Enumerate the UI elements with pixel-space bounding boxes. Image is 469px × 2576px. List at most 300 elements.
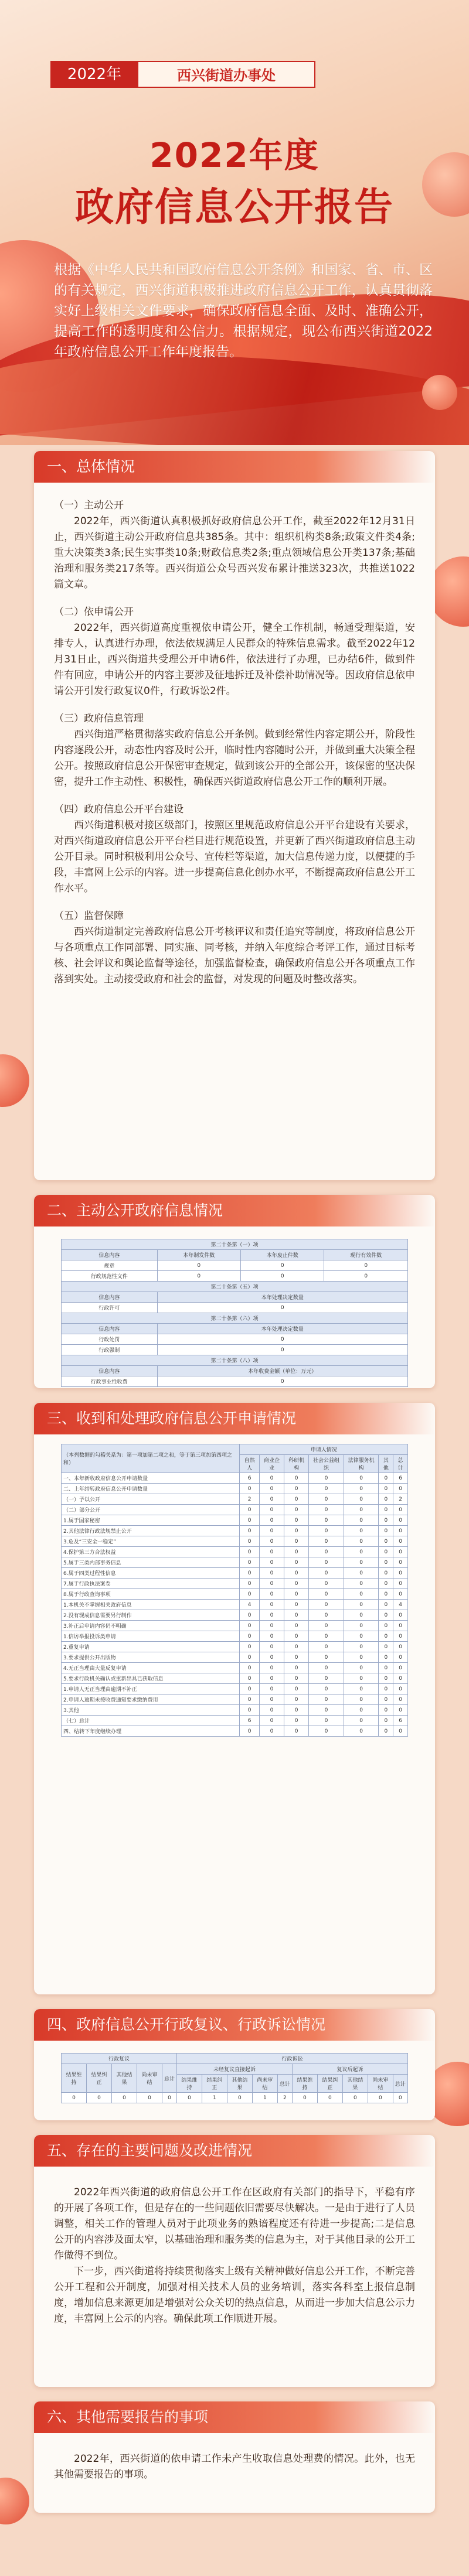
table-cell: 0 [259,1579,284,1589]
table-cell: 0 [240,1271,324,1282]
table-row [62,1642,408,1652]
table-row [62,1324,408,1334]
table-cell: 0 [344,1547,379,1557]
decorative-circle [0,2478,29,2524]
table-row [62,1579,408,1589]
table-cell: 0 [240,1589,259,1600]
table-cell: 0 [393,1673,408,1684]
subheading: （五）监督保障 [54,910,124,922]
table-cell: 0 [317,2093,342,2103]
table-row [62,1250,408,1260]
table-cell: 0 [393,1694,408,1705]
table-cell: 2 [393,1494,408,1505]
table-cell: 0 [240,1652,259,1663]
table-cell: 0 [309,1484,344,1494]
table-row [62,1313,408,1324]
table-cell: 4.无正当理由大量反复申请 [62,1663,240,1673]
table-cell: 商业企业 [259,1455,284,1473]
table-cell: 其他结果 [342,2075,368,2093]
table-cell: 0 [379,1505,393,1515]
table-cell: 0 [342,2093,368,2103]
table-cell: 0 [379,1726,393,1737]
table-cell: 2.没有现成信息需要另行制作 [62,1610,240,1621]
table-cell: 0 [157,1260,240,1271]
table-cell: 0 [240,1557,259,1568]
table-cell: 0 [240,1568,259,1579]
table-cell: 0 [284,1484,309,1494]
table-cell: 0 [86,2093,111,2103]
table-cell: 0 [240,1663,259,1673]
table-cell: 0 [284,1642,309,1652]
table-cell: 0 [284,1494,309,1505]
table-cell: 科研机构 [284,1455,309,1473]
table-row [62,1694,408,1705]
table-cell: 0 [259,1473,284,1484]
table-cell: 行政强制 [62,1345,158,1355]
table-row [62,1505,408,1515]
table-cell: 总计 [393,2075,407,2093]
table-cell: 0 [379,1684,393,1694]
table-cell: 0 [379,1579,393,1589]
table-cell: 0 [344,1705,379,1716]
paragraph: 2022年，西兴街道的依申请工作未产生收取信息处理费的情况。此外，也无其他需要报告的事项。 [54,2453,415,2481]
table-cell: 1.属于国家秘密 [62,1515,240,1526]
table-cell: 0 [240,1694,259,1705]
table-cell: 0 [344,1726,379,1737]
table-cell: 0 [393,1663,408,1673]
table-cell: 0 [379,1652,393,1663]
table-cell: 0 [309,1631,344,1642]
paragraph: 下一步，西兴街道将持续贯彻落实上级有关精神做好信息公开工作，不断完善公开工程和公开制度，加强对相关技术人员的业务培训，落实各科室上报信息制度，增加信息来源更加是增强对公众关切的热点信息，从而进一步加大信息公示力度，丰富网上公示的内容。确保此项工作顺进开展。 [54,2266,415,2325]
table-cell: 0 [259,1726,284,1737]
table-row [62,1282,408,1292]
table-cell: 0 [259,1536,284,1547]
table-cell: 0 [157,1334,408,1345]
table-row [62,1589,408,1600]
table-cell: 0 [157,1376,408,1387]
table-cell: 0 [284,1610,309,1621]
table-cell: 0 [379,1705,393,1716]
table-cell: 0 [379,1536,393,1547]
table-cell: 0 [393,1526,408,1536]
table-cell: 0 [309,1579,344,1589]
table-row [62,1376,408,1387]
table-cell: 4 [240,1600,259,1610]
table-cell: 0 [393,1726,408,1737]
table-cell: （本列数据的勾稽关系为：第一项加第二项之和，等于第三项加第四项之和） [62,1444,240,1473]
subheading: （二）依申请公开 [54,606,134,618]
table-cell: 0 [393,1579,408,1589]
table-row [62,1366,408,1376]
table-row [62,1484,408,1494]
table-cell: 未经复议直接起诉 [176,2064,292,2075]
table-cell: 0 [259,1705,284,1716]
table-cell: 0 [309,1726,344,1737]
table-cell: 总计 [393,1455,408,1473]
table-cell: 0 [240,1631,259,1642]
table-cell: 3.要求提供公开出版物 [62,1652,240,1663]
table-row [62,1526,408,1536]
table-cell: 0 [259,1557,284,1568]
table-cell: 0 [284,1705,309,1716]
table-cell: 0 [309,1547,344,1557]
table-cell: 3.危及“三安全一稳定” [62,1536,240,1547]
table-cell: 0 [284,1716,309,1726]
table-cell: 4 [393,1600,408,1610]
table-cell: 尚未审结 [252,2075,277,2093]
table-cell: 信息内容 [62,1292,158,1303]
table-cell: 0 [344,1673,379,1684]
table-cell: 信息内容 [62,1250,158,1260]
table-cell: 0 [157,1271,240,1282]
table-cell: 0 [393,1515,408,1526]
table-cell: 0 [240,1705,259,1716]
table-cell: 0 [259,1547,284,1557]
table-cell: 一、本年新收政府信息公开申请数量 [62,1473,240,1484]
table-cell: 2 [240,1494,259,1505]
section-heading-proactive: 二、主动公开政府信息情况 [34,1195,435,1226]
table-row [62,1705,408,1716]
table-cell: 0 [309,1473,344,1484]
table-cell: 0 [379,1694,393,1705]
table-cell: 0 [379,1526,393,1536]
table-cell: 0 [240,1673,259,1684]
table-cell: 5.要求行政机关确认或重新出具已获取信息 [62,1673,240,1684]
table-row [62,1557,408,1568]
table-cell: 信息内容 [62,1366,158,1376]
table-cell: 0 [344,1610,379,1621]
table-cell: 四、结转下年度继续办理 [62,1726,240,1737]
section-heading-other: 六、其他需要报告的事项 [34,2401,435,2433]
section-heading-problems: 五、存在的主要问题及改进情况 [34,2135,435,2167]
table-cell: 1 [252,2093,277,2103]
table-cell: 行政复议 [62,2054,177,2064]
table-cell: 0 [379,1610,393,1621]
table-cell: 结果纠正 [317,2075,342,2093]
table-row [62,1303,408,1313]
table-row [62,1239,408,1250]
table-row [62,1355,408,1366]
table-cell: 0 [309,1505,344,1515]
table-cell: （七）总计 [62,1716,240,1726]
table-cell: 0 [259,1589,284,1600]
table-cell: 0 [227,2093,252,2103]
table-cell: 1.信访举报投诉类申请 [62,1631,240,1642]
table-cell: 0 [379,1716,393,1726]
table-cell: 0 [284,1505,309,1515]
section-body-general [54,498,415,988]
table-cell: 0 [284,1694,309,1705]
table-row [62,1494,408,1505]
table-cell: 0 [344,1716,379,1726]
table-row [62,1536,408,1547]
table-cell: 2.申请人逾期未按收费通知要求缴纳费用 [62,1694,240,1705]
year-tag: 2022年 [50,61,138,88]
table-cell: 规章 [62,1260,158,1271]
table-cell: 本年处理决定数量 [157,1292,408,1303]
table-cell: 0 [259,1505,284,1515]
decorative-circle [422,375,457,410]
table-cell: 0 [309,1568,344,1579]
table-cell: 0 [284,1579,309,1589]
table-cell: 0 [259,1600,284,1610]
table-row [62,1334,408,1345]
table-row [62,1726,408,1737]
table-cell: 0 [393,1621,408,1631]
table-cell: 0 [309,1673,344,1684]
proactive-disclosure-table [61,1239,408,1387]
table-cell: 其他结果 [227,2075,252,2093]
table-cell: 0 [344,1652,379,1663]
table-row [62,1515,408,1526]
table-row [62,1663,408,1673]
table-cell: 0 [162,2093,176,2103]
table-cell: 2.重复申请 [62,1642,240,1652]
table-cell: 自然人 [240,1455,259,1473]
org-tag: 西兴街道办事处 [138,61,315,88]
table-cell: 结果维持 [176,2075,202,2093]
table-cell: 6 [393,1473,408,1484]
table-cell: 0 [62,2093,87,2103]
section-heading-review: 四、政府信息公开行政复议、行政诉讼情况 [34,2009,435,2041]
table-cell: 0 [309,1494,344,1505]
table-cell: 0 [393,1568,408,1579]
paragraph: 2022年，西兴街道认真积极抓好政府信息公开工作，截至2022年12月31日止，西兴街道主动公开政府信息共385条。其中：组织机构类8条;政策文件类4条;重大决策类3条;民生实事类10条;财政信息类2条;重点领域信息公开类137条;基础治理和服务类217条等。西兴街道公众号西兴发布累计推送323次，共推送1022篇文章。 [54,515,415,590]
table-cell: 结果维持 [62,2064,87,2093]
table-cell: 0 [344,1484,379,1494]
table-row [62,1631,408,1642]
table-cell: 0 [284,1684,309,1694]
paragraph: 2022年，西兴街道高度重视依申请公开，健全工作机制，畅通受理渠道，安排专人，认真进行办理，依法依规满足人民群众的特殊信息需求。截至2022年12月31日止，西兴街道共受理公开申请6件，依法进行了办理，已办结6件，做到件件有回应，申请公开的内容主要涉及征地拆迁及补偿补助情况等。因政府信息依申请公开引发行政复议0件，行政诉讼2件。 [54,622,415,697]
table-cell: 0 [309,1589,344,1600]
table-cell: 结果纠正 [86,2064,111,2093]
table-cell: （二）部分公开 [62,1505,240,1515]
table-cell: 0 [284,1600,309,1610]
table-row [62,1600,408,1610]
table-cell: 0 [344,1494,379,1505]
table-cell: 0 [240,1610,259,1621]
table-cell: 0 [284,1589,309,1600]
table-cell: 0 [157,1303,408,1313]
table-cell: 0 [259,1610,284,1621]
table-cell: 0 [344,1621,379,1631]
section-heading-requests: 三、收到和处理政府信息公开申请情况 [34,1403,435,1434]
table-cell: 7.属于行政执法案卷 [62,1579,240,1589]
table-cell: 0 [240,1547,259,1557]
table-cell: 6 [393,1716,408,1726]
table-cell: 0 [137,2093,162,2103]
table-cell: 0 [309,1694,344,1705]
table-cell: 行政规范性文件 [62,1271,158,1282]
table-cell: 0 [379,1600,393,1610]
table-cell: 0 [309,1642,344,1652]
table-cell: 第二十条第（一）项 [62,1239,408,1250]
table-row [62,1260,408,1271]
table-cell: 0 [259,1642,284,1652]
table-cell: 0 [259,1663,284,1673]
table-cell: 0 [284,1568,309,1579]
table-cell: 申请人情况 [240,1444,408,1455]
table-row [62,1568,408,1579]
table-cell: 0 [344,1600,379,1610]
table-cell: 行政诉讼 [176,2054,407,2064]
table-cell: （一）予以公开 [62,1494,240,1505]
table-cell: 结果维持 [292,2075,317,2093]
table-cell: 本年处理决定数量 [157,1324,408,1334]
table-row [62,2064,408,2075]
table-cell: 0 [344,1684,379,1694]
table-cell: 0 [240,1726,259,1737]
table-cell: 0 [344,1694,379,1705]
table-cell: 社会公益组织 [309,1455,344,1473]
table-row [62,1547,408,1557]
section-body-problems [54,2185,415,2327]
table-cell: 8.属于行政查询事项 [62,1589,240,1600]
table-cell: 3.补正后申请内容仍不明确 [62,1621,240,1631]
table-cell: 0 [259,1621,284,1631]
table-row [62,2054,408,2064]
table-cell: 0 [379,1673,393,1684]
table-cell: 0 [393,1652,408,1663]
table-cell: 0 [259,1515,284,1526]
decorative-circle [0,1054,29,1107]
table-cell: 0 [309,1621,344,1631]
table-cell: 0 [344,1557,379,1568]
table-cell: 0 [157,1345,408,1355]
table-row [62,1292,408,1303]
table-cell: 0 [393,1547,408,1557]
table-cell: 0 [309,1515,344,1526]
table-cell: 0 [344,1589,379,1600]
table-row [62,1610,408,1621]
table-cell: 总计 [277,2075,292,2093]
table-cell: 行政处罚 [62,1334,158,1345]
table-cell: 第二十条第（六）项 [62,1313,408,1324]
table-row [62,1271,408,1282]
table-cell: 0 [259,1716,284,1726]
table-cell: 0 [284,1673,309,1684]
table-cell: 0 [259,1684,284,1694]
table-cell: 0 [176,2093,202,2103]
table-cell: 0 [309,1610,344,1621]
table-cell: 0 [240,1505,259,1515]
table-row [62,1473,408,1484]
table-cell: 0 [379,1515,393,1526]
table-cell: 0 [379,1589,393,1600]
table-cell: 法律服务机构 [344,1455,379,1473]
review-litigation-table [61,2053,408,2103]
table-cell: 0 [240,1642,259,1652]
table-cell: 0 [309,1684,344,1694]
table-cell: 0 [240,1515,259,1526]
table-cell: 本年废止件数 [240,1250,324,1260]
paragraph: 西兴街道制定完善政府信息公开考核评议和责任追究等制度，将政府信息公开与各项重点工作同部署、同实施、同考核，并纳入年度综合考评工作，通过目标考核、社会评议和舆论监督等途径，加强监督检查，确保政府信息公开各项重点工作落到实处。主动接受政府和社会的监督，对发现的问题及时整改落实。 [54,926,415,985]
table-cell: 0 [240,1484,259,1494]
table-cell: 0 [324,1271,408,1282]
table-cell: 0 [284,1536,309,1547]
table-cell: 0 [344,1568,379,1579]
table-cell: 0 [309,1526,344,1536]
section-heading-general: 一、总体情况 [34,451,435,483]
table-cell: 0 [284,1526,309,1536]
table-cell: 0 [309,1652,344,1663]
table-cell: 0 [344,1631,379,1642]
table-cell: 0 [379,1642,393,1652]
table-cell: 0 [379,1494,393,1505]
table-cell: 0 [379,1621,393,1631]
table-row [62,2093,408,2103]
page-title-year: 2022年度 [149,135,320,175]
table-cell: 4.保护第三方合法权益 [62,1547,240,1557]
table-cell: 第二十条第（八）项 [62,1355,408,1366]
table-cell: 0 [259,1526,284,1536]
table-row [62,1716,408,1726]
table-cell: 其他 [379,1455,393,1473]
table-cell: 0 [240,1621,259,1631]
table-cell: 0 [259,1568,284,1579]
table-cell: 二、上年结转政府信息公开申请数量 [62,1484,240,1494]
header-tag-bar [50,61,315,88]
table-cell: 0 [379,1484,393,1494]
table-cell: 尚未审结 [137,2064,162,2093]
table-cell: 0 [284,1663,309,1673]
table-cell: 0 [240,1536,259,1547]
table-cell: 0 [393,1536,408,1547]
table-cell: 0 [111,2093,137,2103]
table-cell: 0 [393,1610,408,1621]
table-cell: 0 [309,1600,344,1610]
table-row [62,1652,408,1663]
table-cell: 0 [259,1652,284,1663]
table-cell: 0 [344,1505,379,1515]
table-cell: 复议后起诉 [292,2064,407,2075]
table-cell: 0 [284,1726,309,1737]
table-cell: 0 [393,1589,408,1600]
table-cell: 0 [379,1663,393,1673]
table-cell: 3.其他 [62,1705,240,1716]
table-cell: 0 [379,1568,393,1579]
table-cell: 1.申请人无正当理由逾期不补正 [62,1684,240,1694]
table-cell: 0 [393,1705,408,1716]
table-cell: 0 [284,1631,309,1642]
table-cell: 第二十条第（五）项 [62,1282,408,1292]
table-cell: 2 [277,2093,292,2103]
table-cell: 0 [284,1515,309,1526]
table-cell: 0 [379,1557,393,1568]
subheading: （四）政府信息公开平台建设 [54,804,183,815]
table-row [62,1345,408,1355]
table-cell: 2.其他法律行政法规禁止公开 [62,1526,240,1536]
table-cell: 0 [292,2093,317,2103]
table-cell: 行政许可 [62,1303,158,1313]
table-cell: 0 [344,1473,379,1484]
table-row [62,1684,408,1694]
table-cell: 0 [393,1557,408,1568]
table-cell: 0 [344,1536,379,1547]
table-cell: 0 [344,1515,379,1526]
table-cell: 0 [344,1579,379,1589]
table-cell: 0 [393,2093,407,2103]
table-cell: 0 [309,1557,344,1568]
table-cell: 0 [259,1694,284,1705]
table-cell: 0 [393,1631,408,1642]
table-cell: 1.本机关不掌握相关政府信息 [62,1600,240,1610]
paragraph: 西兴街道严格贯彻落实政府信息公开条例。做到经常性内容定期公开，阶段性内容逐段公开，动态性内容及时公开，临时性内容随时公开，并做到重大决策全程公开。按照政府信息公开保密审查规定，做到该公开的全部公开，该保密的坚决保密，提升工作主动性、积极性，确保西兴街道政府信息公开工作的顺利开展。 [54,729,415,788]
table-row [62,1444,408,1455]
table-cell: 0 [324,1260,408,1271]
table-cell: 6.属于四类过程性信息 [62,1568,240,1579]
section-body-other [54,2451,415,2483]
